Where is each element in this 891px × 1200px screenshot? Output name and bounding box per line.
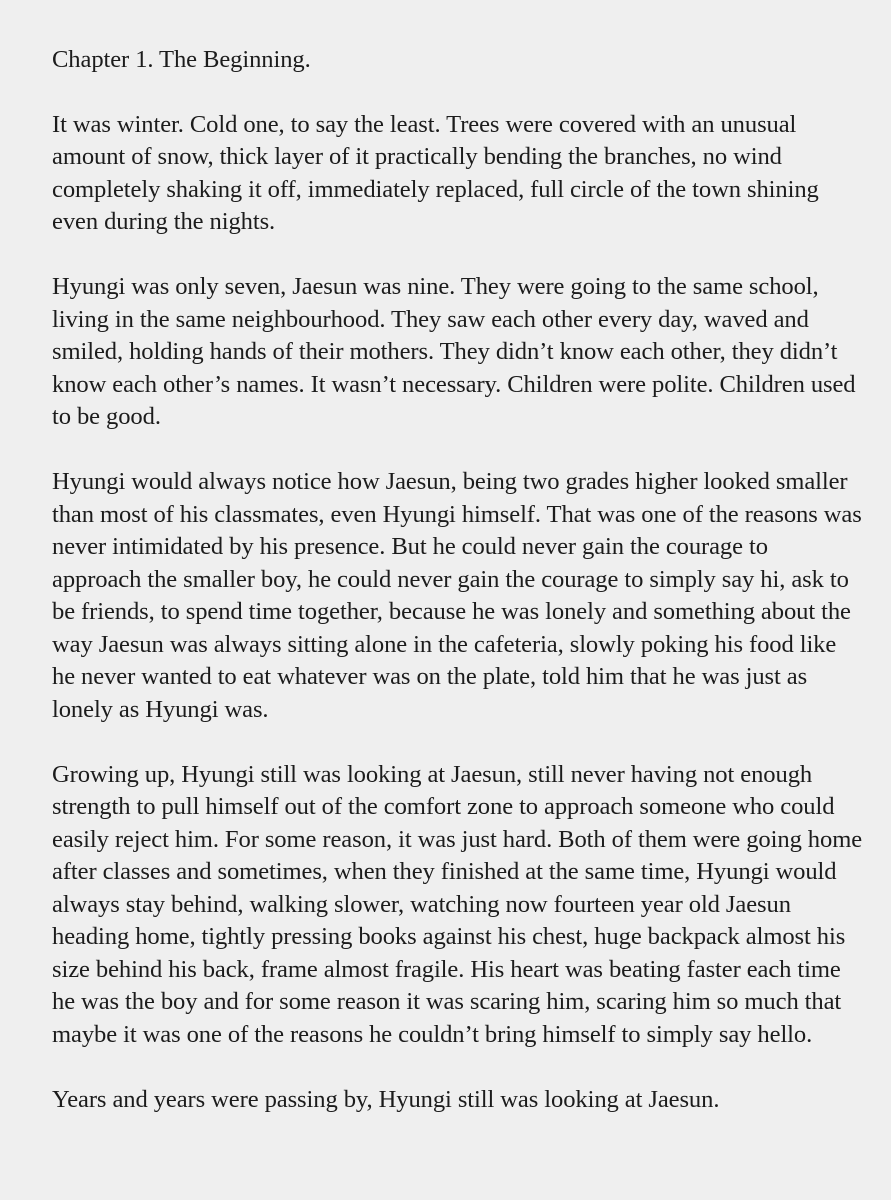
paragraph-growing-up: Growing up, Hyungi still was looking at Jaesun, still never having not enough strength to pull himself out of the comfort zone to approach someone who could easily reject him. For some reason, it was just hard. Both of them were going home after classes and sometimes, when they finished at the same time, Hyungi would always stay behind, walking slower, watching now fourteen year old Jaesun heading home, tightly pressing books against his chest, huge backpack almost his size behind his back, frame almost fragile. His heart was beating faster each time he was the boy and for some reason it was scaring him, scaring him so much that maybe it was one of the reasons he couldn’t bring himself to simply say hello. [52,760,863,1048]
paragraph-winter: It was winter. Cold one, to say the least. Trees were covered with an unusual amount of snow, thick layer of it practically bending the branches, no wind completely shaking it off, immediately replaced, full circle of the town shining even during the nights. [52,110,819,235]
paragraph-childhood: Hyungi was only seven, Jaesun was nine. They were going to the same school, living in the same neighbourhood. They saw each other every day, waved and smiled, holding hands of their mothers. They didn’t know each other, they didn’t know each other’s names. It wasn’t necessary. Children were polite. Children used to be good. [52,273,856,430]
chapter-title: Chapter 1. The Beginning. [52,46,311,73]
paragraph-years: Years and years were passing by, Hyungi still was looking at Jaesun. [52,1085,720,1113]
paragraph-notice: Hyungi would always notice how Jaesun, being two grades higher looked smaller than most of his classmates, even Hyungi himself. That was one of the reasons was never intimidated by his presence. But he could never gain the courage to approach the smaller boy, he could never gain the courage to simply say hi, ask to be friends, to spend time together, because he was lonely and something about the way Jaesun was always sitting alone in the cafeteria, slowly poking his food like he never wanted to eat whatever was on the plate, told him that he was just as lonely as Hyungi was. [52,468,862,723]
